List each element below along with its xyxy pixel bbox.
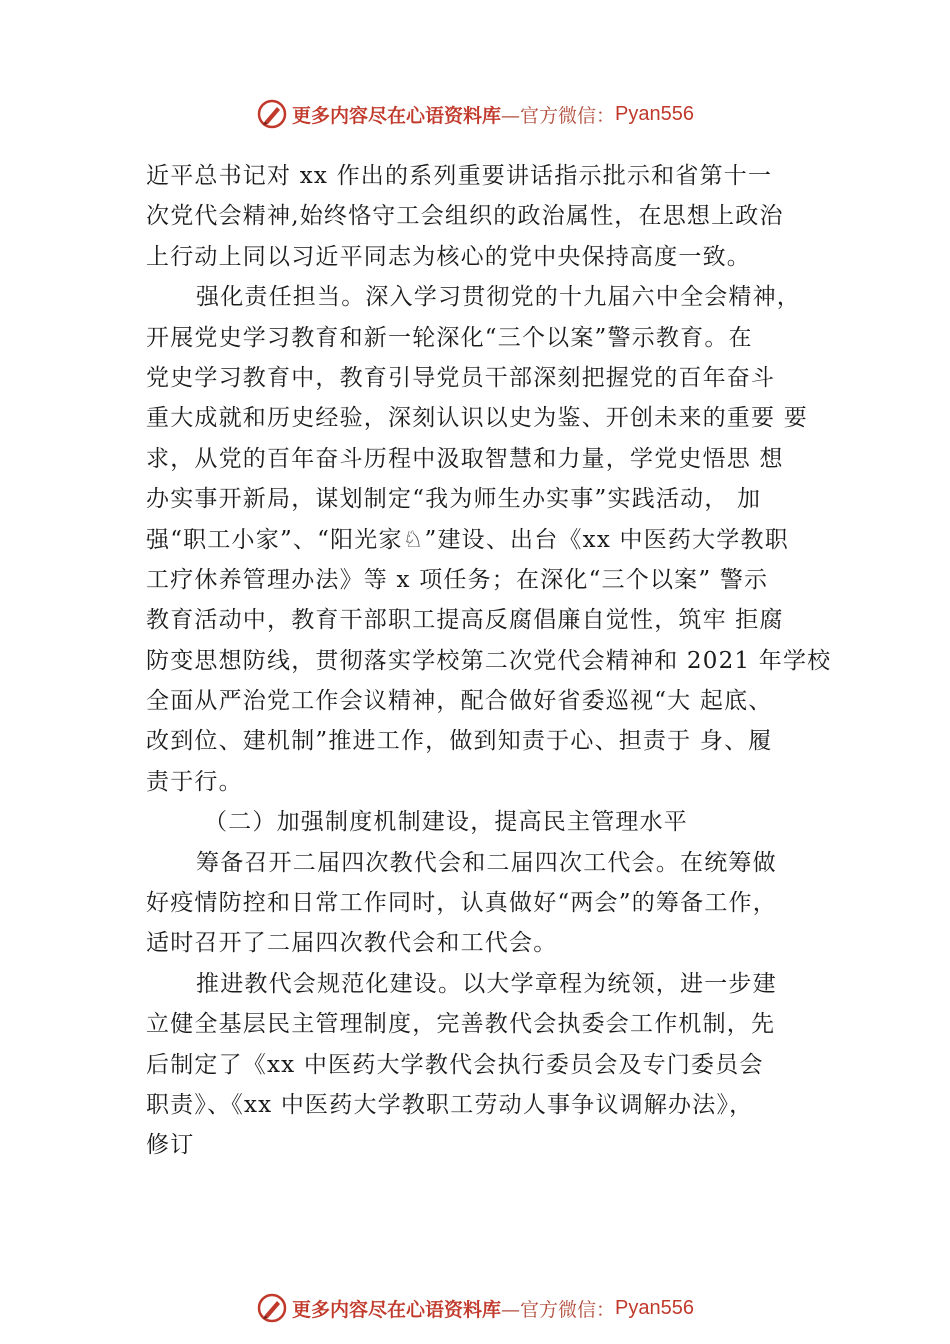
body-line: 防变思想防线，贯彻落实学校第二次党代会精神和 2021 年学校 xyxy=(146,647,832,674)
body-line: 强“职工小家”、“阳光家♘”建设、出台《xx 中医药大学教职 xyxy=(146,526,789,553)
paragraph-start-line: 强化责任担当。深入学习贯彻党的十九届六中全会精神， xyxy=(196,284,801,311)
paragraph-start-line: 推进教代会规范化建设。以大学章程为统领，进一步建 xyxy=(196,970,777,997)
banner-title: 更多内容尽在心语资料库 xyxy=(292,104,502,127)
banner-wechat-label: —官方微信： xyxy=(501,1298,616,1321)
body-line: 教育活动中，教育干部职工提高反腐倡廉自觉性，筑牢 拒腐 xyxy=(146,607,784,634)
body-line: 适时召开了二届四次教代会和工代会。 xyxy=(146,930,558,957)
banner-title: 更多内容尽在心语资料库 xyxy=(292,1298,502,1321)
body-line: 责于行。 xyxy=(146,768,243,795)
body-line: 职责》、《xx 中医药大学教职工劳动人事争议调解办法》， xyxy=(146,1091,754,1118)
body-line: 好疫情防控和日常工作同时，认真做好“两会”的筹备工作， xyxy=(146,890,777,917)
body-line: 求，从党的百年奋斗历程中汲取智慧和力量，学党史悟思 想 xyxy=(146,445,784,472)
body-line: 次党代会精神,始终恪守工会组织的政治属性，在思想上政治 xyxy=(146,203,784,230)
body-line: 立健全基层民主管理制度，完善教代会执委会工作机制，先 xyxy=(146,1011,776,1038)
header-watermark-banner xyxy=(0,94,950,134)
body-line: 全面从严治党工作会议精神，配合做好省委巡视“大 起底、 xyxy=(146,688,773,715)
body-line: 开展党史学习教育和新一轮深化“三个以案”警示教育。在 xyxy=(146,324,753,351)
body-line: 重大成就和历史经验，深刻认识以史为鉴、开创未来的重要 要 xyxy=(146,405,808,432)
footer-watermark-banner xyxy=(0,1288,950,1328)
body-line: 修订 xyxy=(146,1132,195,1159)
pen-logo-icon xyxy=(256,1292,288,1324)
section-heading: （二）加强制度机制建设，提高民主管理水平 xyxy=(204,809,688,836)
banner-wechat-label: —官方微信： xyxy=(501,104,616,127)
body-line: 上行动上同以习近平同志为核心的党中央保持高度一致。 xyxy=(146,243,751,270)
body-line: 后制定了《xx 中医药大学教代会执行委员会及专门委员会 xyxy=(146,1051,764,1078)
paragraph-start-line: 筹备召开二届四次教代会和二届四次工代会。在统筹做 xyxy=(196,849,777,876)
body-line: 办实事开新局，谋划制定“我为师生办实事”实践活动， 加 xyxy=(146,486,762,513)
banner-wechat-id: Pyan556 xyxy=(615,1296,694,1319)
body-line: 党史学习教育中，教育引导党员干部深刻把握党的百年奋斗 xyxy=(146,364,776,391)
body-line: 近平总书记对 xx 作出的系列重要讲话指示批示和省第十一 xyxy=(146,163,773,189)
pen-logo-icon xyxy=(256,98,288,130)
body-line: 改到位、建机制”推进工作，做到知责于心、担责于 身、履 xyxy=(146,728,773,755)
banner-wechat-id: Pyan556 xyxy=(615,102,694,125)
document-body xyxy=(146,156,836,1166)
body-line: 工疗休养管理办法》等 x 项任务；在深化“三个以案” 警示 xyxy=(146,566,769,593)
